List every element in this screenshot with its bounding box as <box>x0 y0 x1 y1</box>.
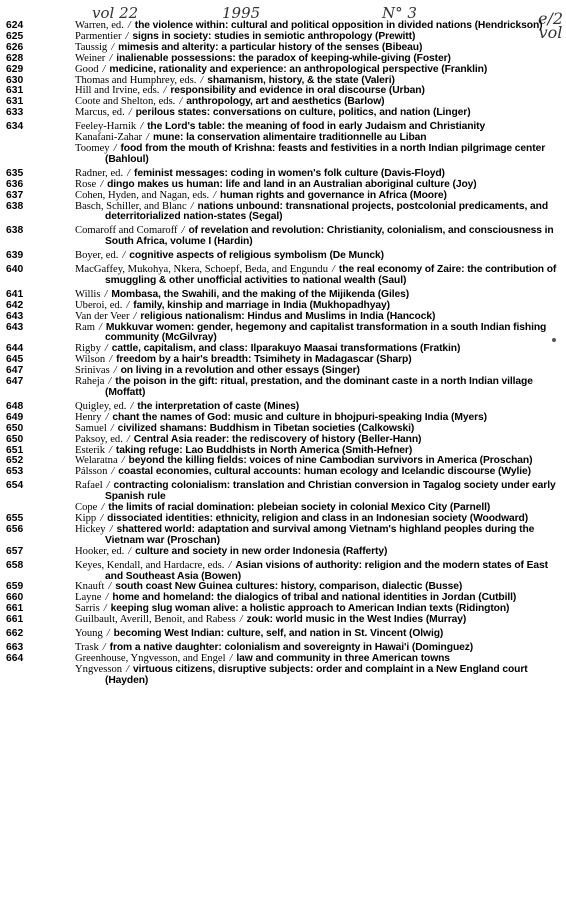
entry-number: 624 <box>6 20 24 31</box>
entry-author: Radner, ed. <box>75 167 124 179</box>
entry-text <box>75 108 560 119</box>
entry-number: 635 <box>6 167 24 179</box>
entry-title: Central Asia reader: the rediscovery of history (Beller-Hann) <box>133 433 422 445</box>
separator-slash: / <box>101 502 105 514</box>
entry-title: signs in society: studies in semiotic anthropology (Prewitt) <box>132 30 416 42</box>
entry-number: 643 <box>6 321 24 333</box>
list-item <box>0 323 560 345</box>
entry-author: Keyes, Kendall, and Hardacre, eds. <box>75 559 225 571</box>
list-item <box>0 665 560 687</box>
entry-author: Hooker, ed. <box>75 545 125 557</box>
separator-slash: / <box>109 52 113 64</box>
entry-author: Layne <box>75 592 102 604</box>
entry-title: medicine, rationality and experience: an anthropological perspective (Franklin) <box>109 63 488 75</box>
entry-number: 638 <box>6 225 24 237</box>
entry-number: 650 <box>6 422 24 434</box>
list-item <box>0 615 560 626</box>
entry-title: law and community in three American towns <box>236 652 450 664</box>
entry-number: 640 <box>6 264 24 276</box>
entry-number: 638 <box>6 200 24 212</box>
entry-title: culture and society in new order Indonesia (Rafferty) <box>135 545 388 557</box>
entry-number: 629 <box>6 63 24 75</box>
entry-number: 637 <box>6 189 24 201</box>
entry-title: Asian visions of authority: religion and the modern states of East and Southeast Asia (Bowen) <box>105 559 548 582</box>
entry-number: 662 <box>6 628 24 640</box>
entry-title: mune: la conservation alimentaire traditionnelle au Liban <box>152 132 427 144</box>
entry-title: the poison in the gift: ritual, prestation, and the dominant caste in a north Indian village (Moffatt) <box>105 376 533 398</box>
entry-title: becoming West Indian: culture, self, and nation in St. Vincent (Olwig) <box>113 628 444 640</box>
entry-title: food from the mouth of Krishna: feasts and festivities in a north Indian pilgrimage center (Bahloul) <box>105 142 546 165</box>
entry-author: Yngvesson <box>75 663 123 675</box>
entry-author: Uberoi, ed. <box>75 299 123 311</box>
separator-slash: / <box>105 592 109 604</box>
entry-author: Raheja <box>75 376 105 388</box>
entry-title: nations unbound: transnational projects, postcolonial predicaments, and deterritorialized nation-states (Segal) <box>105 200 549 223</box>
entry-author: Thomas and Humphrey, eds. <box>75 74 197 86</box>
separator-slash: / <box>127 20 131 31</box>
entry-author: Willis <box>75 288 101 300</box>
entry-author: Rafael <box>75 480 103 492</box>
separator-slash: / <box>125 30 129 42</box>
list-item <box>0 108 560 119</box>
entry-author: Warren, ed. <box>75 20 124 31</box>
entry-author: Taussig <box>75 41 108 53</box>
entry-number: 663 <box>6 641 24 653</box>
entry-title: the interpretation of caste (Mines) <box>137 400 300 412</box>
entry-text <box>75 202 560 224</box>
review-entry-list <box>0 21 560 687</box>
entry-number: 650 <box>6 433 24 445</box>
entry-author: Ram <box>75 321 96 333</box>
entry-author: Comaroff and Comaroff <box>75 225 178 237</box>
separator-slash: / <box>104 343 108 355</box>
entry-number: 651 <box>6 444 24 456</box>
entry-author: Coote and Shelton, eds. <box>75 96 176 108</box>
separator-slash: / <box>181 225 185 237</box>
entry-text <box>75 561 560 583</box>
entry-title: beyond the killing fields: voices of nine Cambodian survivors in America (Proschan) <box>128 455 533 467</box>
entry-text <box>75 377 560 399</box>
entry-title: dissociated identities: ethnicity, religion and class in an Indonesian society (Woodward) <box>107 512 529 524</box>
separator-slash: / <box>179 96 183 108</box>
entry-number: 625 <box>6 30 24 42</box>
entry-number: 659 <box>6 581 24 593</box>
handwritten-year: 1995 <box>222 4 261 22</box>
separator-slash: / <box>104 288 108 300</box>
entry-title: virtuous citizens, disruptive subjects: order and complaint in a New England court (Hayden) <box>105 663 528 686</box>
separator-slash: / <box>213 189 217 201</box>
entry-title: anthropology, art and aesthetics (Barlow) <box>186 96 385 108</box>
entry-author: Knauft <box>75 581 105 593</box>
entry-author: Cohen, Hyden, and Nagan, eds. <box>75 189 210 201</box>
entry-author: Feeley-Harnik <box>75 121 137 133</box>
separator-slash: / <box>126 299 130 311</box>
entry-number: 633 <box>6 107 24 119</box>
separator-slash: / <box>100 512 104 524</box>
entry-title: the limits of racial domination: plebeian society in colonial Mexico City (Parnell) <box>108 502 491 514</box>
entry-author: Samuel <box>75 422 107 434</box>
entry-author: Hickey <box>75 523 106 535</box>
entry-text <box>75 144 560 166</box>
entry-author: Parmentier <box>75 30 122 42</box>
entry-text <box>75 265 560 287</box>
entry-title: civilized shamans: Buddhism in Tibetan societies (Calkowski) <box>117 422 415 434</box>
entry-number: 658 <box>6 559 24 571</box>
entry-author: Pálsson <box>75 466 108 478</box>
separator-slash: / <box>113 142 117 154</box>
separator-slash: / <box>122 250 126 262</box>
entry-title: the violence within: cultural and political opposition in divided nations (Hendrickson) <box>134 20 543 31</box>
entry-number: 648 <box>6 400 24 412</box>
separator-slash: / <box>332 264 335 276</box>
entry-text <box>75 665 560 687</box>
entry-title: responsibility and evidence in oral discourse (Urban) <box>170 85 425 97</box>
entry-title: mimesis and alterity: a particular history of the senses (Bibeau) <box>118 41 423 53</box>
entry-number: 630 <box>6 74 24 86</box>
separator-slash: / <box>126 663 129 675</box>
entry-author: Kipp <box>75 512 97 524</box>
separator-slash: / <box>146 132 149 144</box>
entry-title: coastal economies, cultural accounts: human ecology and Icelandic discourse (Wylie) <box>118 466 531 478</box>
entry-author: Van der Veer <box>75 310 130 322</box>
separator-slash: / <box>113 365 117 377</box>
ink-dot <box>552 338 556 342</box>
list-item <box>0 547 560 558</box>
entry-number: 653 <box>6 466 24 478</box>
separator-slash: / <box>111 466 115 478</box>
separator-slash: / <box>121 455 125 467</box>
entry-title: of revelation and revolution: Christianity, colonialism, and consciousness in South Africa, volume I (Hardin) <box>105 225 554 248</box>
entry-author: Esterik <box>75 444 106 456</box>
entry-author: Toomey <box>75 142 110 154</box>
entry-text <box>75 629 560 640</box>
entry-title: perilous states: conversations on culture, politics, and nation (Linger) <box>135 107 471 119</box>
entry-number: 645 <box>6 354 24 366</box>
entry-title: feminist messages: coding in women's folk culture (Davis-Floyd) <box>134 167 445 179</box>
separator-slash: / <box>128 107 132 119</box>
entry-author: Weiner <box>75 52 106 64</box>
handwritten-side-note: e/2 vol <box>537 9 564 42</box>
entry-author: Srinivas <box>75 365 110 377</box>
entry-number: 657 <box>6 545 24 557</box>
list-item <box>0 561 560 583</box>
list-item <box>0 265 560 287</box>
separator-slash: / <box>105 411 109 423</box>
entry-title: cognitive aspects of religious symbolism (De Munck) <box>129 250 384 262</box>
entry-number: 643 <box>6 310 24 322</box>
list-item <box>0 525 560 547</box>
entry-text <box>75 467 560 478</box>
entry-author: Boyer, ed. <box>75 250 119 262</box>
entry-number: 639 <box>6 250 24 262</box>
list-item <box>0 144 560 166</box>
list-item <box>0 629 560 640</box>
entry-text <box>75 251 560 262</box>
entry-title: family, kinship and marriage in India (Mukhopadhyay) <box>133 299 390 311</box>
list-item <box>0 467 560 478</box>
entry-text <box>75 323 560 345</box>
separator-slash: / <box>106 628 110 640</box>
entry-author: Wilson <box>75 354 106 366</box>
list-item <box>0 202 560 224</box>
entry-title: contracting colonialism: translation and Christian conversion in Tagalog society under early Spanish rule <box>105 480 556 503</box>
entry-author: Henry <box>75 411 102 423</box>
entry-number: 644 <box>6 343 24 355</box>
entry-author: Hill and Irvine, eds. <box>75 85 160 97</box>
entry-author: Kanafani-Zahar <box>75 132 143 144</box>
separator-slash: / <box>127 167 130 179</box>
entry-title: human rights and governance in Africa (Moore) <box>220 189 447 201</box>
entry-text <box>75 226 560 248</box>
entry-author: Cope <box>75 502 98 514</box>
entry-number: 642 <box>6 299 24 311</box>
entry-number: 647 <box>6 365 24 377</box>
entry-author: Trask <box>75 641 99 653</box>
separator-slash: / <box>109 444 112 456</box>
entry-number: 656 <box>6 523 24 535</box>
entry-author: Greenhouse, Yngvesson, and Engel <box>75 652 226 664</box>
entry-number: 636 <box>6 178 24 190</box>
list-item <box>0 251 560 262</box>
entry-author: MacGaffey, Mukohya, Nkera, Schoepf, Beda, and Engundu <box>75 264 328 276</box>
entry-title: south coast New Guinea cultures: history, comparison, dialectic (Busse) <box>115 581 463 593</box>
separator-slash: / <box>130 400 134 412</box>
separator-slash: / <box>109 523 113 535</box>
entry-number: 664 <box>6 652 24 664</box>
entry-number: 626 <box>6 41 24 53</box>
separator-slash: / <box>102 63 106 75</box>
handwritten-issue: N° 3 <box>382 4 417 22</box>
separator-slash: / <box>99 321 102 333</box>
entry-author: Guilbault, Averill, Benoit, and Rabess <box>75 614 236 626</box>
handwritten-volume: vol 22 <box>92 4 139 22</box>
entry-author: Rose <box>75 178 97 190</box>
separator-slash: / <box>102 641 106 653</box>
entry-text <box>75 525 560 547</box>
entry-title: freedom by a hair's breadth: Tsimihety in Madagascar (Sharp) <box>116 354 412 366</box>
entry-author: Quigley, ed. <box>75 400 127 412</box>
entry-number: 631 <box>6 96 24 108</box>
entry-number: 655 <box>6 512 24 524</box>
entry-title: inalienable possessions: the paradox of keeping-while-giving (Foster) <box>116 52 451 64</box>
entry-author: Young <box>75 628 103 640</box>
separator-slash: / <box>108 376 112 388</box>
entry-title: cattle, capitalism, and class: Ilparakuyo Maasai transformations (Fratkin) <box>111 343 461 355</box>
entry-number: 661 <box>6 614 24 626</box>
entry-author: Welaratna <box>75 455 118 467</box>
entry-number: 647 <box>6 376 24 388</box>
entry-author: Paksoy, ed. <box>75 433 123 445</box>
entry-text <box>75 615 560 626</box>
entry-number: 661 <box>6 603 24 615</box>
separator-slash: / <box>106 480 110 492</box>
entry-author: Marcus, ed. <box>75 107 125 119</box>
entry-number: 628 <box>6 52 24 64</box>
entry-title: chant the names of God: music and culture in bhojpuri-speaking India (Myers) <box>112 411 487 423</box>
entry-number: 649 <box>6 411 24 423</box>
separator-slash: / <box>108 581 112 593</box>
separator-slash: / <box>190 200 194 212</box>
entry-title: dingo makes us human: life and land in an Australian aboriginal culture (Joy) <box>107 178 477 190</box>
entry-author: Basch, Schiller, and Blanc <box>75 200 187 212</box>
separator-slash: / <box>111 41 115 53</box>
separator-slash: / <box>109 354 113 366</box>
separator-slash: / <box>228 559 232 571</box>
entry-title: keeping slug woman alive: a holistic approach to American Indian texts (Ridington) <box>110 603 510 615</box>
entry-title: shamanism, history, & the state (Valeri) <box>207 74 395 86</box>
list-item <box>0 377 560 399</box>
entry-author: Sarris <box>75 603 100 615</box>
entry-title: home and homeland: the dialogics of tribal and national identities in Jordan (Cutbill) <box>112 592 517 604</box>
entry-text <box>75 481 560 503</box>
separator-slash: / <box>140 121 144 133</box>
list-item <box>0 226 560 248</box>
entry-number: 631 <box>6 85 24 97</box>
entry-number: 634 <box>6 121 24 133</box>
separator-slash: / <box>229 652 233 664</box>
separator-slash: / <box>110 422 114 434</box>
entry-title: zouk: world music in the West Indies (Murray) <box>246 614 467 626</box>
separator-slash: / <box>200 74 204 86</box>
entry-title: the real economy of Zaire: the contribution of smuggling & other unofficial activities to national wealth (Saul) <box>105 264 557 286</box>
separator-slash: / <box>126 433 130 445</box>
separator-slash: / <box>100 178 104 190</box>
entry-number: 641 <box>6 288 24 300</box>
entry-author: Rigby <box>75 343 101 355</box>
entry-number: 654 <box>6 480 24 492</box>
separator-slash: / <box>128 545 132 557</box>
separator-slash: / <box>133 310 137 322</box>
entry-text <box>75 547 560 558</box>
entry-number: 652 <box>6 455 24 467</box>
separator-slash: / <box>239 614 243 626</box>
entry-number: 660 <box>6 592 24 604</box>
entry-title: taking refuge: Lao Buddhists in North America (Smith-Hefner) <box>115 444 413 456</box>
separator-slash: / <box>163 85 167 97</box>
entry-title: Mombasa, the Swahili, and the making of the Mijikenda (Giles) <box>111 288 410 300</box>
entry-title: Mukkuvar women: gender, hegemony and capitalist transformation in a south Indian fishing community (McGilvray) <box>105 321 547 344</box>
entry-title: the Lord's table: the meaning of food in early Judaism and Christianity <box>147 121 486 133</box>
entry-author: Good <box>75 63 99 75</box>
entry-title: religious nationalism: Hindus and Muslims in India (Hancock) <box>140 310 436 322</box>
entry-title: on living in a revolution and other essays (Singer) <box>120 365 360 377</box>
separator-slash: / <box>103 603 107 615</box>
entry-title: from a native daughter: colonialism and sovereignty in Hawai'i (Dominguez) <box>109 641 474 653</box>
entry-title: shattered world: adaptation and survival among Vietnam's highland peoples during the Vietnam war (Proschan) <box>105 523 535 546</box>
list-item <box>0 481 560 503</box>
